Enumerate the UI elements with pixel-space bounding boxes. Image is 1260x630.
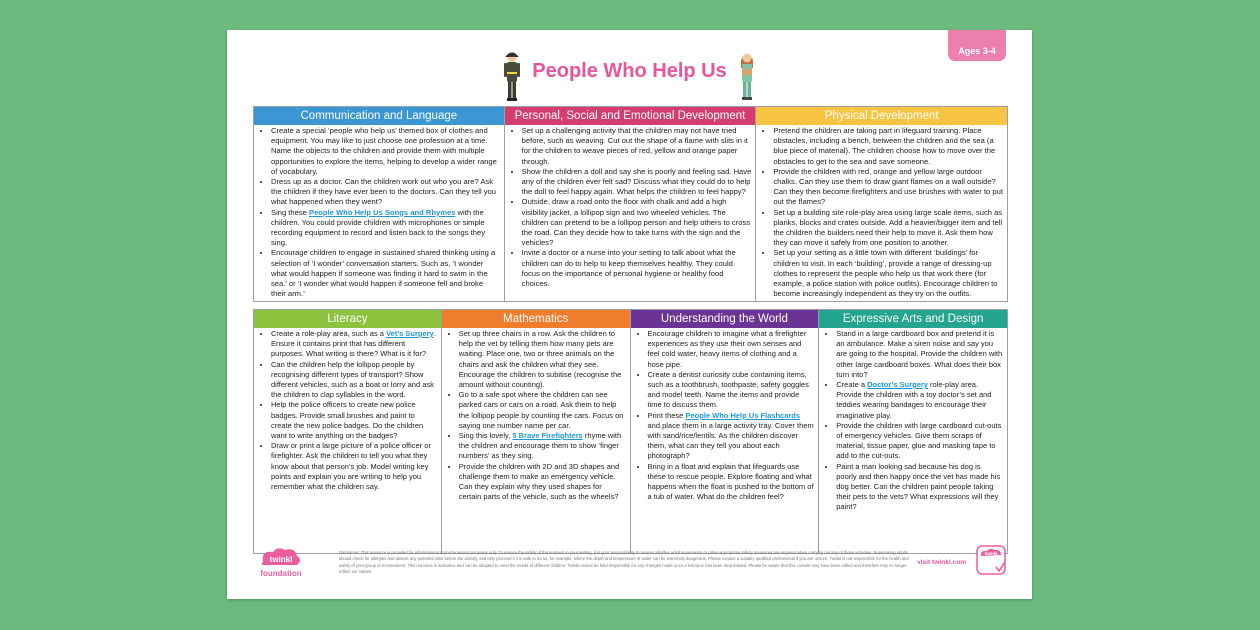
activity-item <box>271 441 437 492</box>
activity-item <box>522 248 752 289</box>
item-text: role-play area. Provide the children with a toy doctor’s set and teddies wearing bandages to encourage their imaginative play. <box>836 380 992 420</box>
activity-item <box>836 329 1003 380</box>
item-text: Bring in a float and explain that lifeguards use these to rescue people. Explore floating and what happens when the float is pushed to the bottom of a tub of water. What do the children feel? <box>647 461 814 502</box>
resource-link[interactable]: 5 Brave Firefighters <box>512 431 583 441</box>
section-heading: Communication and Language <box>254 107 504 125</box>
item-text: Provide the children with 2D and 3D shapes and challenge them to make an emergency vehicle. Can they explain why they used shapes for certain parts of the vehicle, such as the wheels? <box>458 461 620 502</box>
activity-item <box>648 370 815 411</box>
bottom-row <box>253 309 1008 554</box>
item-text: Paint a man looking sad because his dog is poorly and then happy once the vet has made his dog better. Can the children paint people taking their pets to the vets? What expressions will they paint? <box>836 461 1001 512</box>
section-heading: Literacy <box>254 310 441 328</box>
section-literacy <box>253 309 442 554</box>
logo-word: twinkl <box>269 555 293 564</box>
activity-list <box>258 126 500 299</box>
section-pse <box>505 106 757 302</box>
vet-illustration <box>737 50 757 102</box>
badge-word: twinkl <box>984 551 998 556</box>
activity-item <box>773 208 1003 249</box>
item-text: Create a special ‘people who help us’ themed box of clothes and equipment. You may like to just choose one profession at a time. Name the objects to the children and provide them with multiple opportunities to explore the items, helping to develop a wider range of vocabulary. <box>271 126 497 176</box>
activity-item <box>836 421 1003 462</box>
section-heading: Physical Development <box>756 107 1007 125</box>
activity-item <box>271 248 500 299</box>
activity-item <box>648 411 815 462</box>
section-heading: Mathematics <box>442 310 630 328</box>
activity-item <box>271 360 437 401</box>
section-heading: Expressive Arts and Design <box>819 310 1007 328</box>
item-text: Create a role-play area, such as a <box>271 329 387 338</box>
visit-link[interactable]: visit twinkl.com <box>917 559 967 566</box>
activity-item <box>836 380 1003 421</box>
item-text: and place them in a large activity tray. Cover them with sand/rice/lentils. As the children discover them, what can they tell you about each photograph? <box>647 420 814 461</box>
activity-item <box>522 197 752 248</box>
twinkl-foundation-logo <box>257 546 305 580</box>
activity-item <box>271 177 500 208</box>
activity-list <box>635 329 815 502</box>
item-text: Sing this lovely, <box>458 431 513 441</box>
activity-item <box>459 431 626 462</box>
item-text: Pretend the children are taking part in lifeguard training. Place obstacles, including a bench, between the children and the sea (a blue piece of material). The children choose how to move over the obstacles to get to the sea and save someone. <box>773 126 996 166</box>
item-text: . Ensure it contains print that has different purposes. What writing is there? What is it for? <box>271 329 436 359</box>
activity-item <box>836 462 1003 513</box>
item-text: Go to a safe spot where the children can see parked cars or cars on a road. Ask them to help the lollipop people by counting the cars. Focus on saying one number name per car. <box>458 390 624 430</box>
item-text: Set up three chairs in a row. Ask the children to help the vet by telling them how many pets are waiting. Place one, two or three animals on the chairs and ask the children what they see. Encourage the children to subitise (recognise the amount without counting). <box>458 329 622 390</box>
activity-item <box>459 390 626 431</box>
section-understanding <box>631 309 820 554</box>
item-text: Set up a building site role-play area using large scale items, such as planks, blocks and crates outside. Add a heavier/bigger item and tell the children the builders need their help to move it. Ask them how they can move it safely from one position to another. <box>773 207 1003 248</box>
item-text: Provide the children with large cardboard cut-outs of emergency vehicles. Give them scraps of material, tissue paper, glue and masking tape to add to the cut-outs. <box>836 420 1002 461</box>
activity-item <box>773 248 1003 299</box>
item-text: Provide the children with red, orange and yellow large outdoor chalks. Can they use them to draw giant flames on a wall outside? Can they then become firefighters and use brushes with water to put out the flames? <box>773 166 1003 207</box>
activity-list <box>509 126 752 289</box>
item-text: Draw or print a large picture of a police officer or firefighter. Ask the children to tell you what they know about that person’s job. Model writing key points and explain you are writing to help you remember what the children say. <box>271 441 431 492</box>
section-expressive <box>819 309 1008 554</box>
section-heading: Personal, Social and Emotional Development <box>505 107 756 125</box>
item-text: Invite a doctor or a nurse into your setting to talk about what the children can do to help to keep themselves healthy. They could focus on the importance of personal hygiene or healthy food choices. <box>521 248 736 289</box>
disclaimer-text: Disclaimer: This resource is provided for informational and educational purposes only. To ensure the safety of the learners in your setting, it is your responsibility to assess whether adult supervision or other appropriate safety measures are required when carrying out any of these activities. Supervising adults should check for allergies and assess any potential risks before the activity, and only proceed if it is safe to do so, for example, where the depth and temperature of water can be extremely dangerous. Please contact a suitably qualified professional if you are unsure. Twinkl is not responsible for the health and safety of your group or environment. This resource is indicative and can be adapted to meet the needs of different children. Twinkl cannot be held responsible for any changes made once a resource has been downloaded. Please be aware that this content may have been edited and therefore may no longer reflect our values. <box>339 550 909 575</box>
activity-item <box>459 329 626 390</box>
item-text: Encourage children to imagine what a firefighter experiences as they use their own senses and feel cold water, heavy items of clothing and a hose pipe. <box>647 329 807 369</box>
item-text: with the children. You could provide children with microphones or simple recording equipment to record and listen back to the songs they sing. <box>271 207 486 248</box>
item-text: Set up your setting as a little town with different ‘buildings’ for children to visit. In each ‘building’, provide a range of dressing-up clothes to represent the people who help us that work there (for example, a police station with police outfits). Encourage children to become increasingly independent as they try on the outfits. <box>773 248 998 299</box>
footer <box>253 540 1006 585</box>
item-text: Help the police officers to create new police badges. Provide small brushes and paint to create the new police badges. Do the children want to write anything on the badges? <box>271 400 424 441</box>
resource-link[interactable]: Vet’s Surgery <box>386 329 434 338</box>
age-badge: Ages 3-4 <box>948 30 1006 61</box>
resource-link[interactable]: Doctor’s Surgery <box>867 380 928 390</box>
activity-list <box>446 329 626 502</box>
activity-item <box>271 208 500 249</box>
item-text: Print these <box>647 410 686 420</box>
item-text: Sing these <box>271 207 309 217</box>
item-text: Show the children a doll and say she is poorly and feeling sad. Have any of the children ever felt sad? Discuss what they could do to help the doll to feel happy again. What helps the children to feel happy? <box>521 166 752 197</box>
item-text: rhyme with the children and encourage them to show ‘finger numbers’ as they sing. <box>458 431 622 461</box>
top-row <box>253 106 1008 302</box>
activity-item <box>271 126 500 177</box>
section-communication <box>253 106 505 302</box>
item-text: Set up a challenging activity that the children may not have tried before, such as weaving. Cut out the shape of a flame with slits in it for the children to weave pieces of red, yellow and orange paper through. <box>521 126 748 166</box>
logo-word-foundation: foundation <box>260 569 302 578</box>
item-text: Stand in a large cardboard box and pretend it is an ambulance. Make a siren noise and say you are going to the hospital. Provide the children with other large cardboard boxes. What does their box turn into? <box>836 329 1003 379</box>
activity-item <box>271 400 437 441</box>
activity-item <box>522 167 752 198</box>
page-title: People Who Help Us <box>532 60 727 82</box>
activity-item <box>773 126 1003 167</box>
section-physical <box>756 106 1008 302</box>
twinkl-badge-icon <box>976 545 1006 577</box>
item-text: Can the children help the lollipop people by recognising different types of transport? Show different vehicles, such as a boat or lorry and ask the children to clap syllables in the word. <box>271 359 434 400</box>
activity-item <box>459 462 626 503</box>
item-text: Create a dentist curiosity cube containing items, such as a toothbrush, toothpaste, safety goggles and model teeth. Name the items and provide time to discuss them. <box>647 369 809 410</box>
resource-link[interactable]: People Who Help Us Flashcards <box>685 410 801 420</box>
item-text: Encourage children to engage in sustained shared thinking using a selection of ‘I wonder’ conversation starters. Such as, ‘I wonder what would happen if someone was finding it hard to swim in the sea.’ or ‘I wonder what would happen if someone fell and broke their arm.’ <box>271 248 496 299</box>
activity-list <box>760 126 1003 299</box>
section-mathematics <box>442 309 631 554</box>
activity-item <box>522 126 752 167</box>
section-heading: Understanding the World <box>631 310 819 328</box>
item-text: Outside, draw a road onto the floor with chalk and add a high visibility jacket, a lollipop sign and two wheeled vehicles. The children can pretend to be a lollipop person and help others to cross the road. Can they decide how to take turns with the sign and the vehicles? <box>521 197 751 248</box>
activity-sheet <box>227 30 1032 599</box>
item-text: Dress up as a doctor. Can the children work out who you are? Ask the children if they have ever been to the doctors. Can they tell you what happened when they went? <box>271 177 496 207</box>
activity-item <box>648 329 815 370</box>
activity-item <box>773 167 1003 208</box>
activity-list <box>258 329 437 492</box>
resource-link[interactable]: People Who Help Us Songs and Rhymes <box>309 207 456 217</box>
item-text: Create a <box>836 380 868 390</box>
activity-item <box>271 329 437 360</box>
activity-item <box>648 462 815 503</box>
activity-list <box>823 329 1003 513</box>
